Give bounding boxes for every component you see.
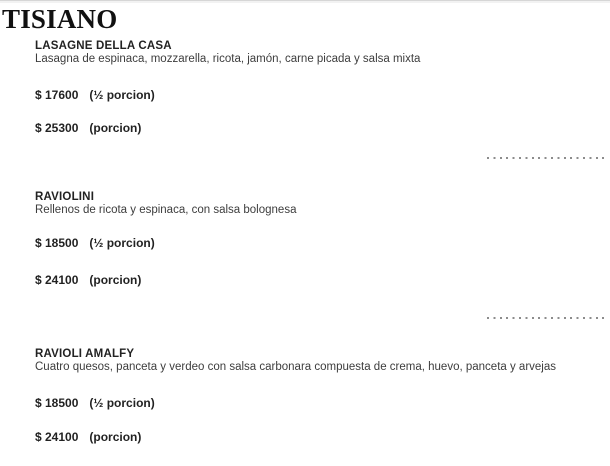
price-amount: $ 24100 <box>35 430 79 444</box>
menu-item-name: LASAGNE DELLA CASA <box>35 40 172 52</box>
menu-item-name: RAVIOLINI <box>35 191 95 203</box>
portion-label: (porcion) <box>89 430 142 444</box>
menu-item <box>35 40 610 135</box>
portion-label: (porcion) <box>89 121 142 135</box>
price-row <box>35 397 610 410</box>
portion-label: (½ porcion) <box>89 396 155 410</box>
price-amount: $ 18500 <box>35 396 79 410</box>
page-title: TISIANO <box>2 4 118 34</box>
menu-item-description: Rellenos de ricota y espinaca, con salsa bolognesa <box>35 204 297 216</box>
price-row <box>35 431 610 444</box>
portion-label: (½ porcion) <box>89 236 155 250</box>
dotted-separator <box>487 157 608 159</box>
menu-item-description: Lasagna de espinaca, mozzarella, ricota, jamón, carne picada y salsa mixta <box>35 53 421 65</box>
portion-label: (½ porcion) <box>89 88 155 102</box>
price-row <box>35 122 610 135</box>
price-row <box>35 274 610 287</box>
menu-item-description: Cuatro quesos, panceta y verdeo con salsa carbonara compuesta de crema, huevo, panceta y arvejas <box>35 361 556 373</box>
portion-label: (porcion) <box>89 273 142 287</box>
price-amount: $ 18500 <box>35 236 79 250</box>
price-amount: $ 17600 <box>35 88 79 102</box>
price-row <box>35 89 610 102</box>
price-amount: $ 25300 <box>35 121 79 135</box>
price-row <box>35 237 610 250</box>
price-amount: $ 24100 <box>35 273 79 287</box>
menu-list <box>0 40 610 444</box>
dotted-separator <box>487 317 608 319</box>
menu-item <box>35 191 610 287</box>
menu-item-name: RAVIOLI AMALFY <box>35 348 135 360</box>
menu-item <box>35 348 610 444</box>
